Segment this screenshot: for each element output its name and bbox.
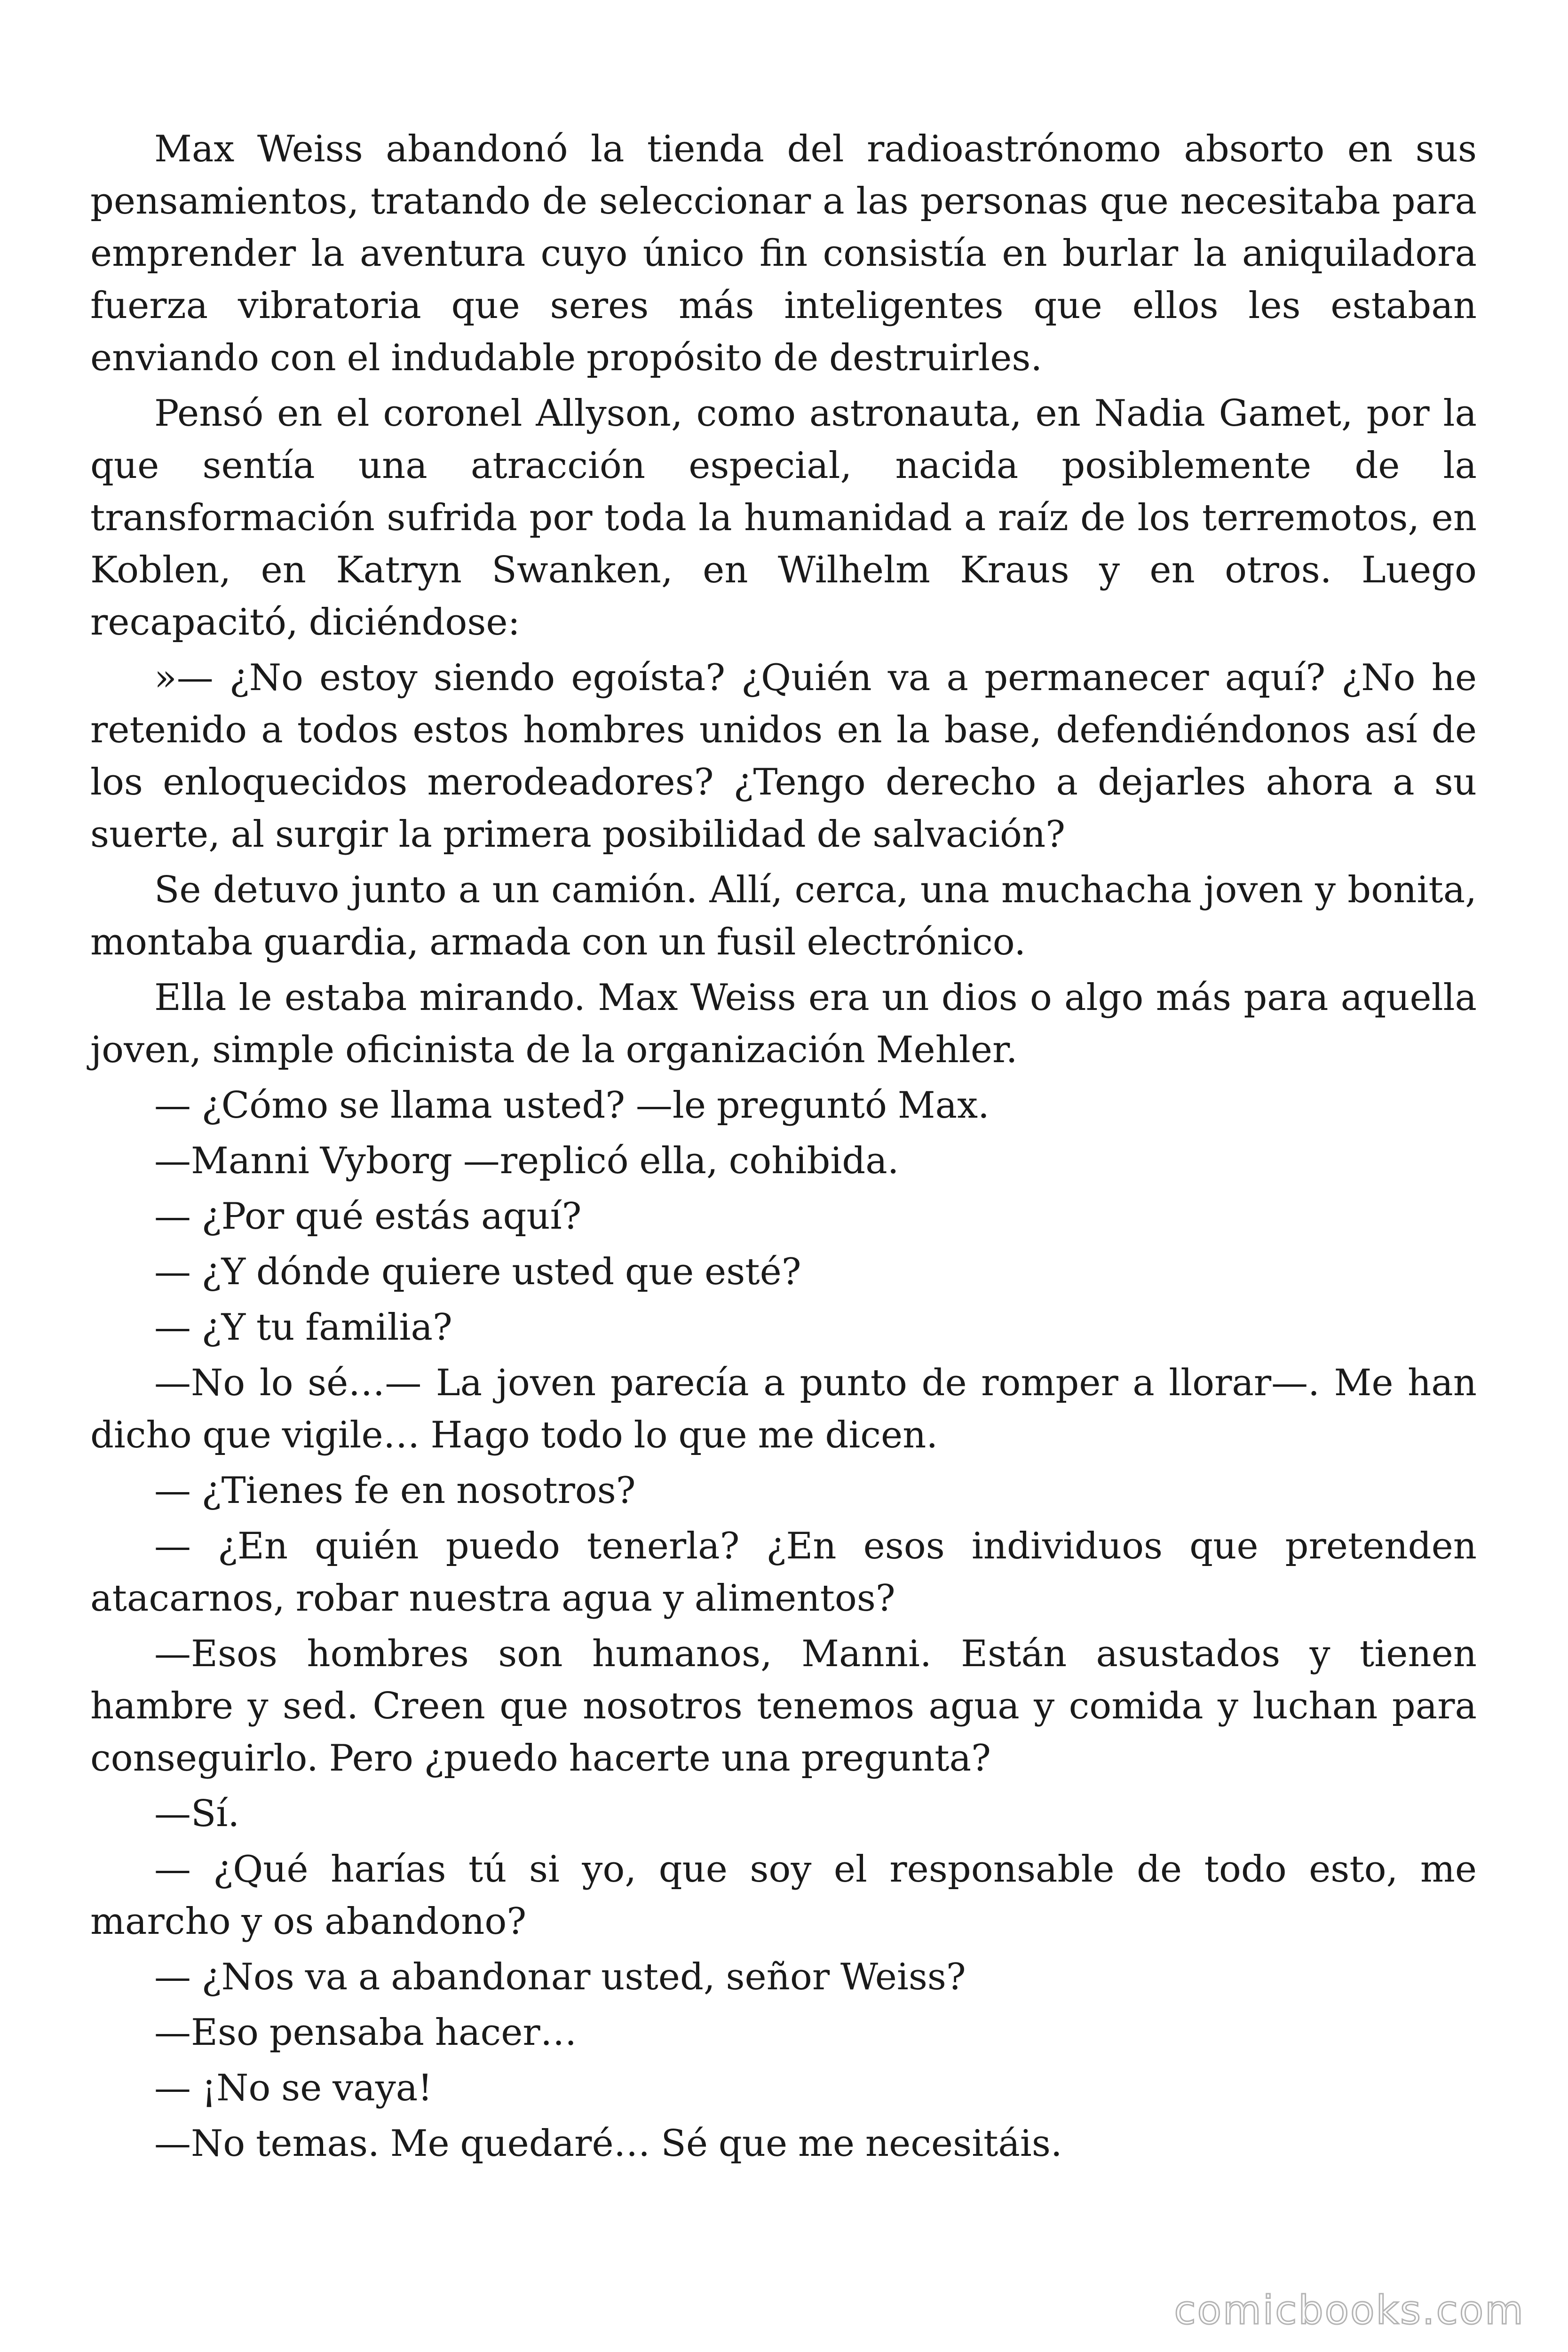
paragraph: —No lo sé…— La joven parecía a punto de romper a llorar—. Me han dicho que vigile… Hago todo lo que me dicen. bbox=[90, 1362, 1477, 1456]
paragraph: —Manni Vyborg —replicó ella, cohibida. bbox=[154, 1140, 899, 1182]
paragraph: —Sí. bbox=[154, 1793, 240, 1835]
paragraph: — ¿Nos va a abandonar usted, señor Weiss? bbox=[154, 1956, 966, 1998]
paragraph: — ¿En quién puedo tenerla? ¿En esos individuos que pretenden atacarnos, robar nuestra agua y alimentos? bbox=[90, 1525, 1477, 1620]
paragraph: — ¿Y tu familia? bbox=[154, 1306, 452, 1349]
paragraph: — ¡No se vaya! bbox=[154, 2067, 433, 2109]
paragraph: »— ¿No estoy siendo egoísta? ¿Quién va a permanecer aquí? ¿No he retenido a todos estos hombres unidos en la base, defendiéndonos así de los enloquecidos merodeadores? ¿Tengo derecho a dejarles ahora a su suerte, al surgir la primera posibilidad de salvación? bbox=[90, 657, 1477, 856]
watermark: comicbooks.com bbox=[1174, 2287, 1525, 2333]
paragraph: Pensó en el coronel Allyson, como astronauta, en Nadia Gamet, por la que sentía una atracción especial, nacida posiblemente de la transformación sufrida por toda la humanidad a raíz de los terremotos, en Koblen, en Katryn Swanken, en Wilhelm Kraus y en otros. Luego recapacitó, diciéndose: bbox=[90, 392, 1477, 644]
paragraph: —Esos hombres son humanos, Manni. Están asustados y tienen hambre y sed. Creen que nosotros tenemos agua y comida y luchan para conseguirlo. Pero ¿puedo hacerte una pregunta? bbox=[90, 1633, 1477, 1780]
paragraph: — ¿Y dónde quiere usted que esté? bbox=[154, 1251, 801, 1293]
paragraph: Se detuvo junto a un camión. Allí, cerca, una muchacha joven y bonita, montaba guardia, armada con un fusil electrónico. bbox=[90, 869, 1477, 963]
paragraph: — ¿Tienes fe en nosotros? bbox=[154, 1470, 636, 1512]
paragraph: Max Weiss abandonó la tienda del radioastrónomo absorto en sus pensamientos, tratando de seleccionar a las personas que necesitaba para emprender la aventura cuyo único fin consistía en burlar la aniquiladora fuerza vibratoria que seres más inteligentes que ellos les estaban enviando con el indudable propósito de destruirles. bbox=[90, 128, 1477, 379]
page-body bbox=[90, 123, 1477, 2173]
paragraph: — ¿Cómo se llama usted? —le preguntó Max. bbox=[154, 1084, 990, 1127]
paragraph: — ¿Qué harías tú si yo, que soy el responsable de todo esto, me marcho y os abandono? bbox=[90, 1848, 1477, 1943]
paragraph: —No temas. Me quedaré… Sé que me necesitáis. bbox=[154, 2122, 1062, 2165]
paragraph: — ¿Por qué estás aquí? bbox=[154, 1195, 582, 1238]
paragraph: —Eso pensaba hacer… bbox=[154, 2011, 577, 2054]
paragraph: Ella le estaba mirando. Max Weiss era un dios o algo más para aquella joven, simple oficinista de la organización Mehler. bbox=[90, 977, 1477, 1071]
